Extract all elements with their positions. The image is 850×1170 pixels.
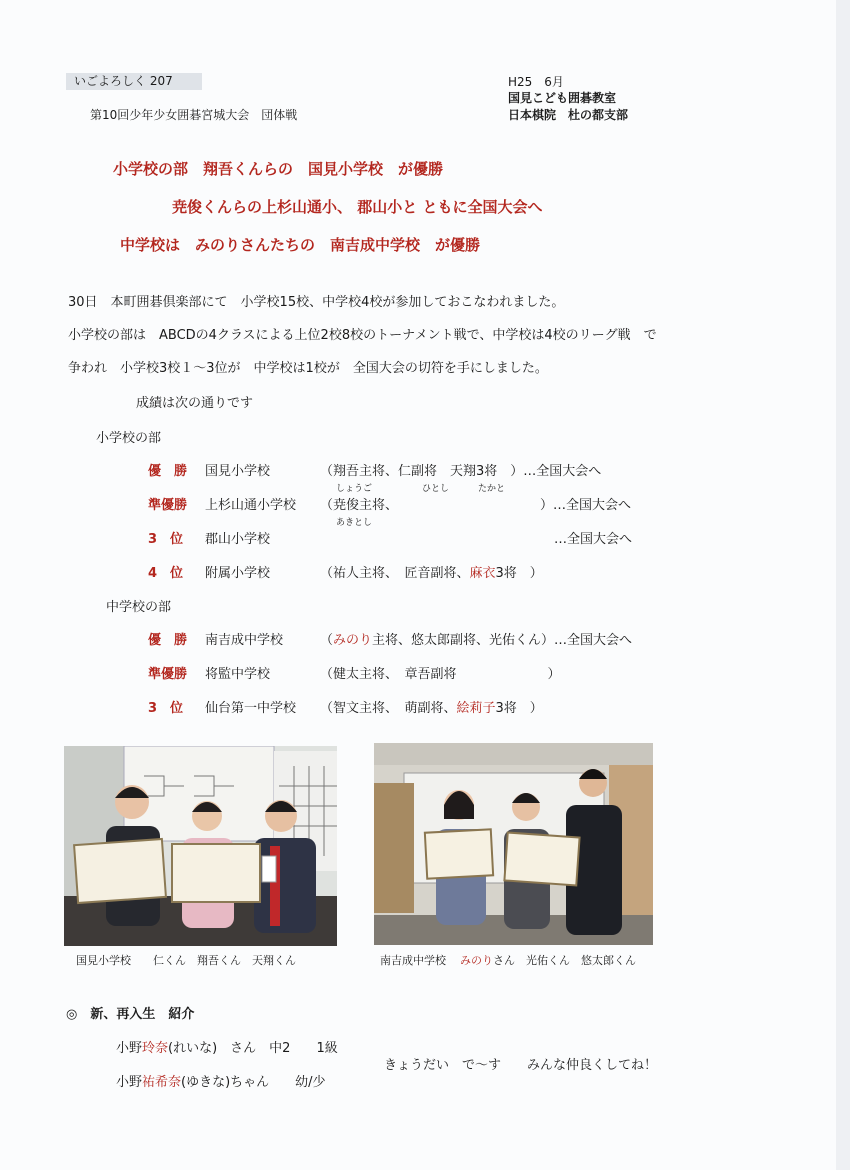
elem-rank-3: 3 位 xyxy=(148,532,184,547)
elem-rank-4: 4 位 xyxy=(148,566,184,581)
photo-elementary-caption: 国見小学校 仁くん 翔吾くん 天翔くん xyxy=(76,954,296,967)
ruby-shougo: しょうご xyxy=(336,484,373,494)
elem-result-2: ）…全国大会へ xyxy=(540,498,632,513)
newcomers-message: きょうだい で～す みんな仲良くしてね！ xyxy=(384,1058,658,1073)
junior-title: 中学校の部 xyxy=(106,600,172,615)
intro-line-1: 30日 本町囲碁倶楽部にて 小学校15校、中学校4校が参加しておこなわれました。 xyxy=(68,295,565,310)
newcomer-2 xyxy=(116,1071,326,1090)
newcomer-2-name: 祐希奈 xyxy=(142,1075,182,1090)
elem-school-1: 国見小学校 xyxy=(205,464,271,479)
jr-members-2: （健太主将、 章吾副将 ） xyxy=(320,667,561,682)
headline-2: 尭俊くんらの上杉山通小、 郡山小と ともに全国大会へ xyxy=(172,198,543,216)
jr-members-3-highlight: 絵莉子 xyxy=(456,701,496,716)
elem-members-4-highlight: 麻衣 xyxy=(469,566,496,581)
elem-members-4-a: （祐人主将、 匠音副将、 xyxy=(320,566,470,581)
elem-rank-1: 優 勝 xyxy=(148,464,188,479)
photo-junior-caption-rest: さん 光佑くん 悠太郎くん xyxy=(493,954,636,967)
elem-members-1: （翔吾主将、仁副将 天翔3将 ）…全国大会へ xyxy=(320,464,602,479)
photo-junior-team xyxy=(374,743,653,945)
issue-date: H25 6月 xyxy=(508,75,564,89)
jr-members-1 xyxy=(320,629,632,648)
jr-rank-3: 3 位 xyxy=(148,701,184,716)
jr-members-3-b: 3将 ） xyxy=(495,701,543,716)
photo-elementary-team xyxy=(64,746,337,946)
newcomers-title: ◎ 新、再入生 紹介 xyxy=(66,1007,195,1022)
intro-line-3: 争われ 小学校3校１～3位が 中学校は1校が 全国大会の切符を手にしました。 xyxy=(68,361,548,376)
jr-members-3-a: （智文主将、 萌副将、 xyxy=(320,701,457,716)
scan-edge xyxy=(836,0,850,1170)
jr-school-2: 将監中学校 xyxy=(205,667,271,682)
photo-junior-caption xyxy=(380,952,636,968)
elem-result-3: …全国大会へ xyxy=(554,532,633,547)
newcomer-1-surname: 小野 xyxy=(116,1041,143,1056)
event-title: 第10回少年少女囲碁宮城大会 団体戦 xyxy=(90,108,298,122)
ruby-hitoshi: ひとし xyxy=(422,484,450,494)
org-name: 国見こども囲碁教室 xyxy=(508,91,617,105)
photo-junior-caption-highlight: みのり xyxy=(460,954,493,967)
jr-school-3: 仙台第一中学校 xyxy=(205,701,297,716)
jr-school-1: 南吉成中学校 xyxy=(205,633,284,648)
intro-line-2: 小学校の部は ABCDの4クラスによる上位2校8校のトーナメント戦で、中学校は4校のリーグ戦 で xyxy=(68,328,657,343)
photo-junior-caption-school: 南吉成中学校 xyxy=(380,954,446,967)
jr-members-1-post: 主将、悠太郎副将、光佑くん）…全国大会へ xyxy=(372,633,633,648)
ruby-takato: たかと xyxy=(478,484,506,494)
photo-elementary-illustration xyxy=(64,746,337,946)
elem-school-3: 郡山小学校 xyxy=(205,532,271,547)
elem-school-2: 上杉山通小学校 xyxy=(205,498,297,513)
newcomer-1 xyxy=(116,1037,338,1056)
headline-1: 小学校の部 翔吾くんらの 国見小学校 が優勝 xyxy=(113,160,444,178)
newcomer-1-details: (れいな) さん 中2 1級 xyxy=(168,1041,338,1056)
elem-school-4: 附属小学校 xyxy=(205,566,271,581)
elem-members-2: （尭俊主将、 xyxy=(320,498,399,513)
jr-rank-1: 優 勝 xyxy=(148,633,188,648)
elem-members-4 xyxy=(320,562,543,581)
org-branch: 日本棋院 杜の都支部 xyxy=(508,108,629,122)
series-label: いごよろしく 207 xyxy=(66,73,202,90)
jr-members-3 xyxy=(320,697,543,716)
photo-junior-illustration xyxy=(374,743,653,945)
jr-members-1-pre: （ xyxy=(320,633,334,648)
newcomer-1-name: 玲奈 xyxy=(142,1041,169,1056)
jr-rank-2: 準優勝 xyxy=(148,667,188,682)
jr-members-1-highlight: みのり xyxy=(333,633,373,648)
headline-3: 中学校は みのりさんたちの 南吉成中学校 が優勝 xyxy=(120,236,481,254)
newcomer-2-surname: 小野 xyxy=(116,1075,143,1090)
newcomer-2-details: (ゆきな)ちゃん 幼/少 xyxy=(181,1075,326,1090)
elem-rank-2: 準優勝 xyxy=(148,498,188,513)
intro-line-4: 成績は次の通りです xyxy=(136,396,254,411)
elementary-title: 小学校の部 xyxy=(96,431,162,446)
elem-members-4-b: 3将 ） xyxy=(495,566,543,581)
ruby-akitoshi: あきとし xyxy=(336,518,373,528)
